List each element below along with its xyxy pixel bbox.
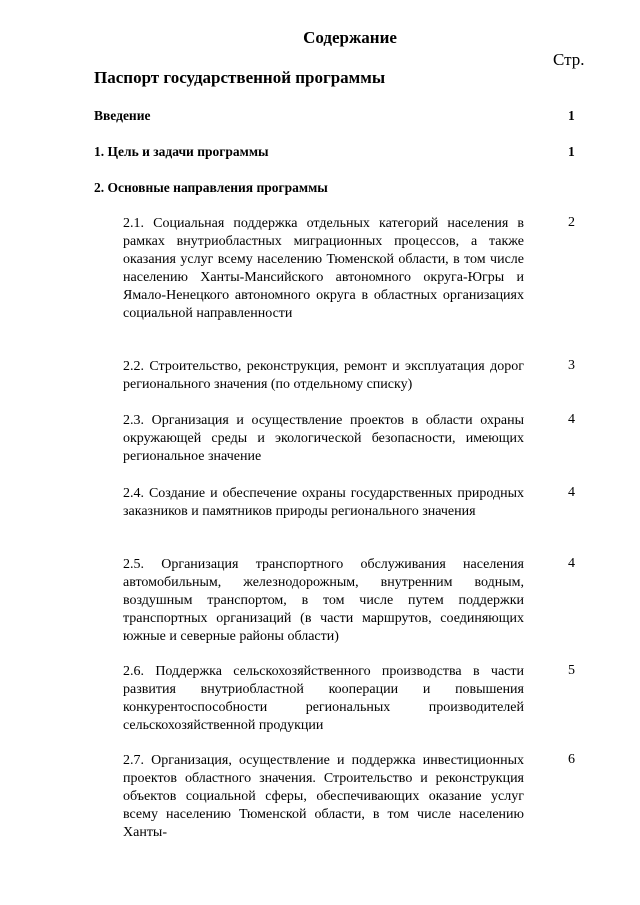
toc-item-page-number: 2 — [568, 215, 575, 230]
toc-item-page-number: 3 — [568, 358, 575, 373]
section-main-directions: 2. Основные направления программы — [94, 180, 328, 195]
section-page-number: 1 — [568, 144, 575, 159]
toc-item-page-number: 5 — [568, 663, 575, 678]
toc-item-2-2: 2.2. Строительство, реконструкция, ремонт и эксплуатация дорог регионального значения (по отдельному списку) — [123, 359, 524, 392]
toc-item-2-3: 2.3. Организация и осуществление проектов в области охраны окружающей среды и экологической безопасности, имеющих региональное значение — [123, 413, 524, 464]
toc-item-2-5: 2.5. Организация транспортного обслуживания населения автомобильным, железнодорожным, внутренним водным, воздушным транспортом, в том числе путем поддержки транспортных организаций (в части маршрутов, соединяющих южные и северные районы области) — [123, 557, 524, 644]
section-introduction: Введение — [94, 108, 151, 123]
toc-item-page-number: 4 — [568, 412, 575, 427]
toc-item-2-7: 2.7. Организация, осуществление и поддержка инвестиционных проектов областного значения. Строительство и реконструкция объектов социальной сферы, обеспечивающих оказание услуг всему населению Тюменской области, в том числе населению Ханты- — [123, 753, 524, 840]
section-goals: 1. Цель и задачи программы — [94, 144, 269, 159]
toc-item-page-number: 6 — [568, 752, 575, 767]
toc-item-page-number: 4 — [568, 485, 575, 500]
page-column-header: Стр. — [553, 50, 585, 69]
toc-item-2-1: 2.1. Социальная поддержка отдельных категорий населения в рамках внутриобластных миграционных процессов, а также оказания услуг всему населению Тюменской области, в том числе населению Ханты-Мансийского автономного округа-Югры и Ямало-Ненецкого автономного округа в областных организациях социальной направленности — [123, 216, 524, 321]
toc-item-2-4: 2.4. Создание и обеспечение охраны государственных природных заказников и памятников природы регионального значения — [123, 486, 524, 519]
toc-item-page-number: 4 — [568, 556, 575, 571]
section-page-number: 1 — [568, 108, 575, 123]
toc-item-2-6: 2.6. Поддержка сельскохозяйственного производства в части развития внутриобластной кооперации и повышения конкурентоспособности региональных производителей сельскохозяйственной продукции — [123, 664, 524, 733]
contents-title: Содержание — [303, 28, 397, 47]
passport-heading: Паспорт государственной программы — [94, 68, 386, 87]
